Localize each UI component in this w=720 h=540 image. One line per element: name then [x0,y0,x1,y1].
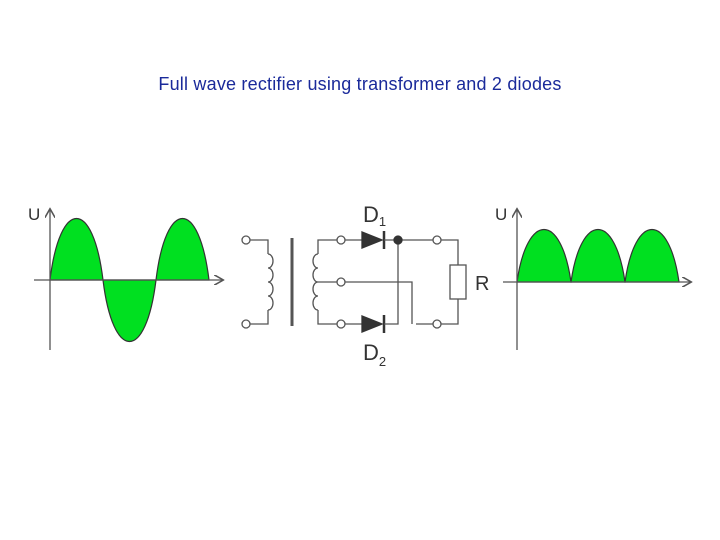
diode-d1-symbol [362,231,384,249]
slide-title: Full wave rectifier using transformer and 2 diodes [158,74,562,94]
transformer-primary-coil [268,254,273,310]
input-waveform-graph [28,205,222,350]
output-terminal-top [433,236,441,244]
input-terminal-top [242,236,250,244]
rectifier-circuit [242,231,466,333]
input-wave-pos-half-2 [156,219,209,281]
transformer-secondary-coil [313,254,318,310]
output-wave-hump-3 [625,230,679,283]
output-waveform-graph [495,205,690,350]
input-terminal-bottom [242,320,250,328]
diode-d1-label: D1 [363,202,387,229]
load-resistor [450,265,466,299]
resistor-label: R [475,273,490,295]
secondary-terminal-top [337,236,345,244]
output-axis-label: U [495,205,508,224]
center-tap-terminal [337,278,345,286]
secondary-terminal-bottom [337,320,345,328]
input-axis-label: U [28,205,41,224]
input-wave-neg-half [103,280,156,342]
diode-d2-label: $D_2$ [363,340,387,369]
output-wave-hump-1 [517,230,571,283]
output-wave-hump-2 [571,230,625,283]
diode-d2-symbol [362,315,384,333]
junction-node [394,236,402,244]
input-wave-pos-half-1 [50,219,103,281]
output-terminal-bottom [433,320,441,328]
